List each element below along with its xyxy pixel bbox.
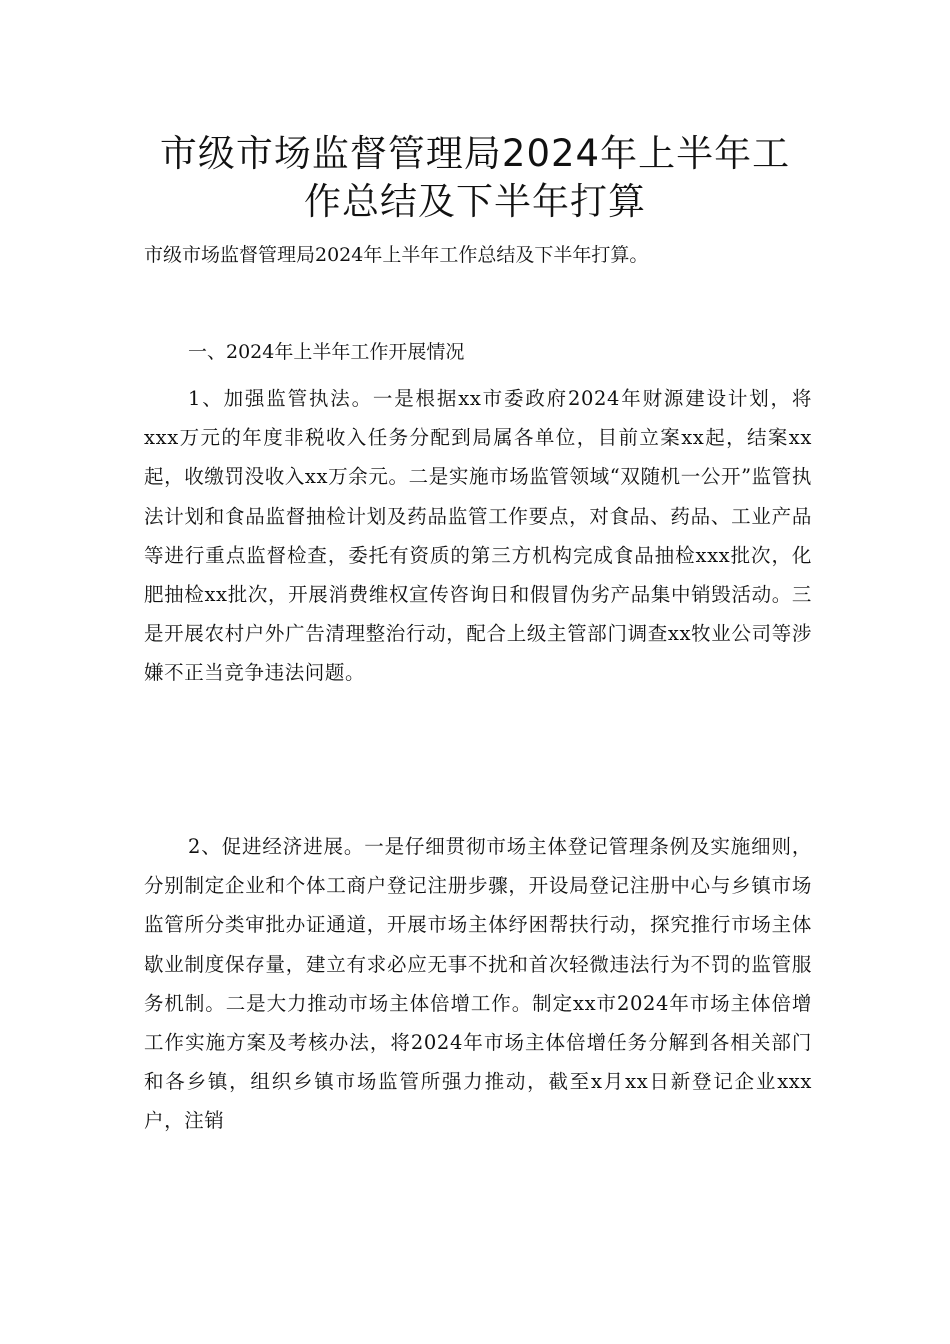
- document-subtitle: 市级市场监督管理局2024年上半年工作总结及下半年打算。: [144, 244, 649, 266]
- body-paragraph: 2、促进经济进展。一是仔细贯彻市场主体登记管理条例及实施细则，分别制定企业和个体工商户登记注册步骤，开设局登记注册中心与乡镇市场监管所分类审批办证通道，开展市场主体纾困帮扶行动，探究推行市场主体歇业制度保存量，建立有求必应无事不扰和首次轻微违法行为不罚的监管服务机制。二是大力推动市场主体倍增工作。制定xx市2024年市场主体倍增工作实施方案及考核办法，将2024年市场主体倍增任务分解到各相关部门和各乡镇，组织乡镇市场监管所强力推动，截至x月xx日新登记企业xxx户，注销: [144, 835, 812, 1133]
- body-paragraph: 1、加强监管执法。一是根据xx市委政府2024年财源建设计划，将xxx万元的年度非税收入任务分配到局属各单位，目前立案xx起，结案xx起，收缴罚没收入xx万余元。二是实施市场监管领域“双随机一公开”监管执法计划和食品监督抽检计划及药品监管工作要点，对食品、药品、工业产品等进行重点监督检查，委托有资质的第三方机构完成食品抽检xxx批次，化肥抽检xx批次，开展消费维权宣传咨询日和假冒伪劣产品集中销毁活动。三是开展农村户外广告清理整治行动，配合上级主管部门调查xx牧业公司等涉嫌不正当竞争违法问题。: [144, 387, 812, 685]
- document-title-line-1: 市级市场监督管理局2024年上半年工: [159, 132, 791, 175]
- document-title-line-2: 作总结及下半年打算: [304, 180, 646, 223]
- section-heading: 一、2024年上半年工作开展情况: [188, 341, 465, 363]
